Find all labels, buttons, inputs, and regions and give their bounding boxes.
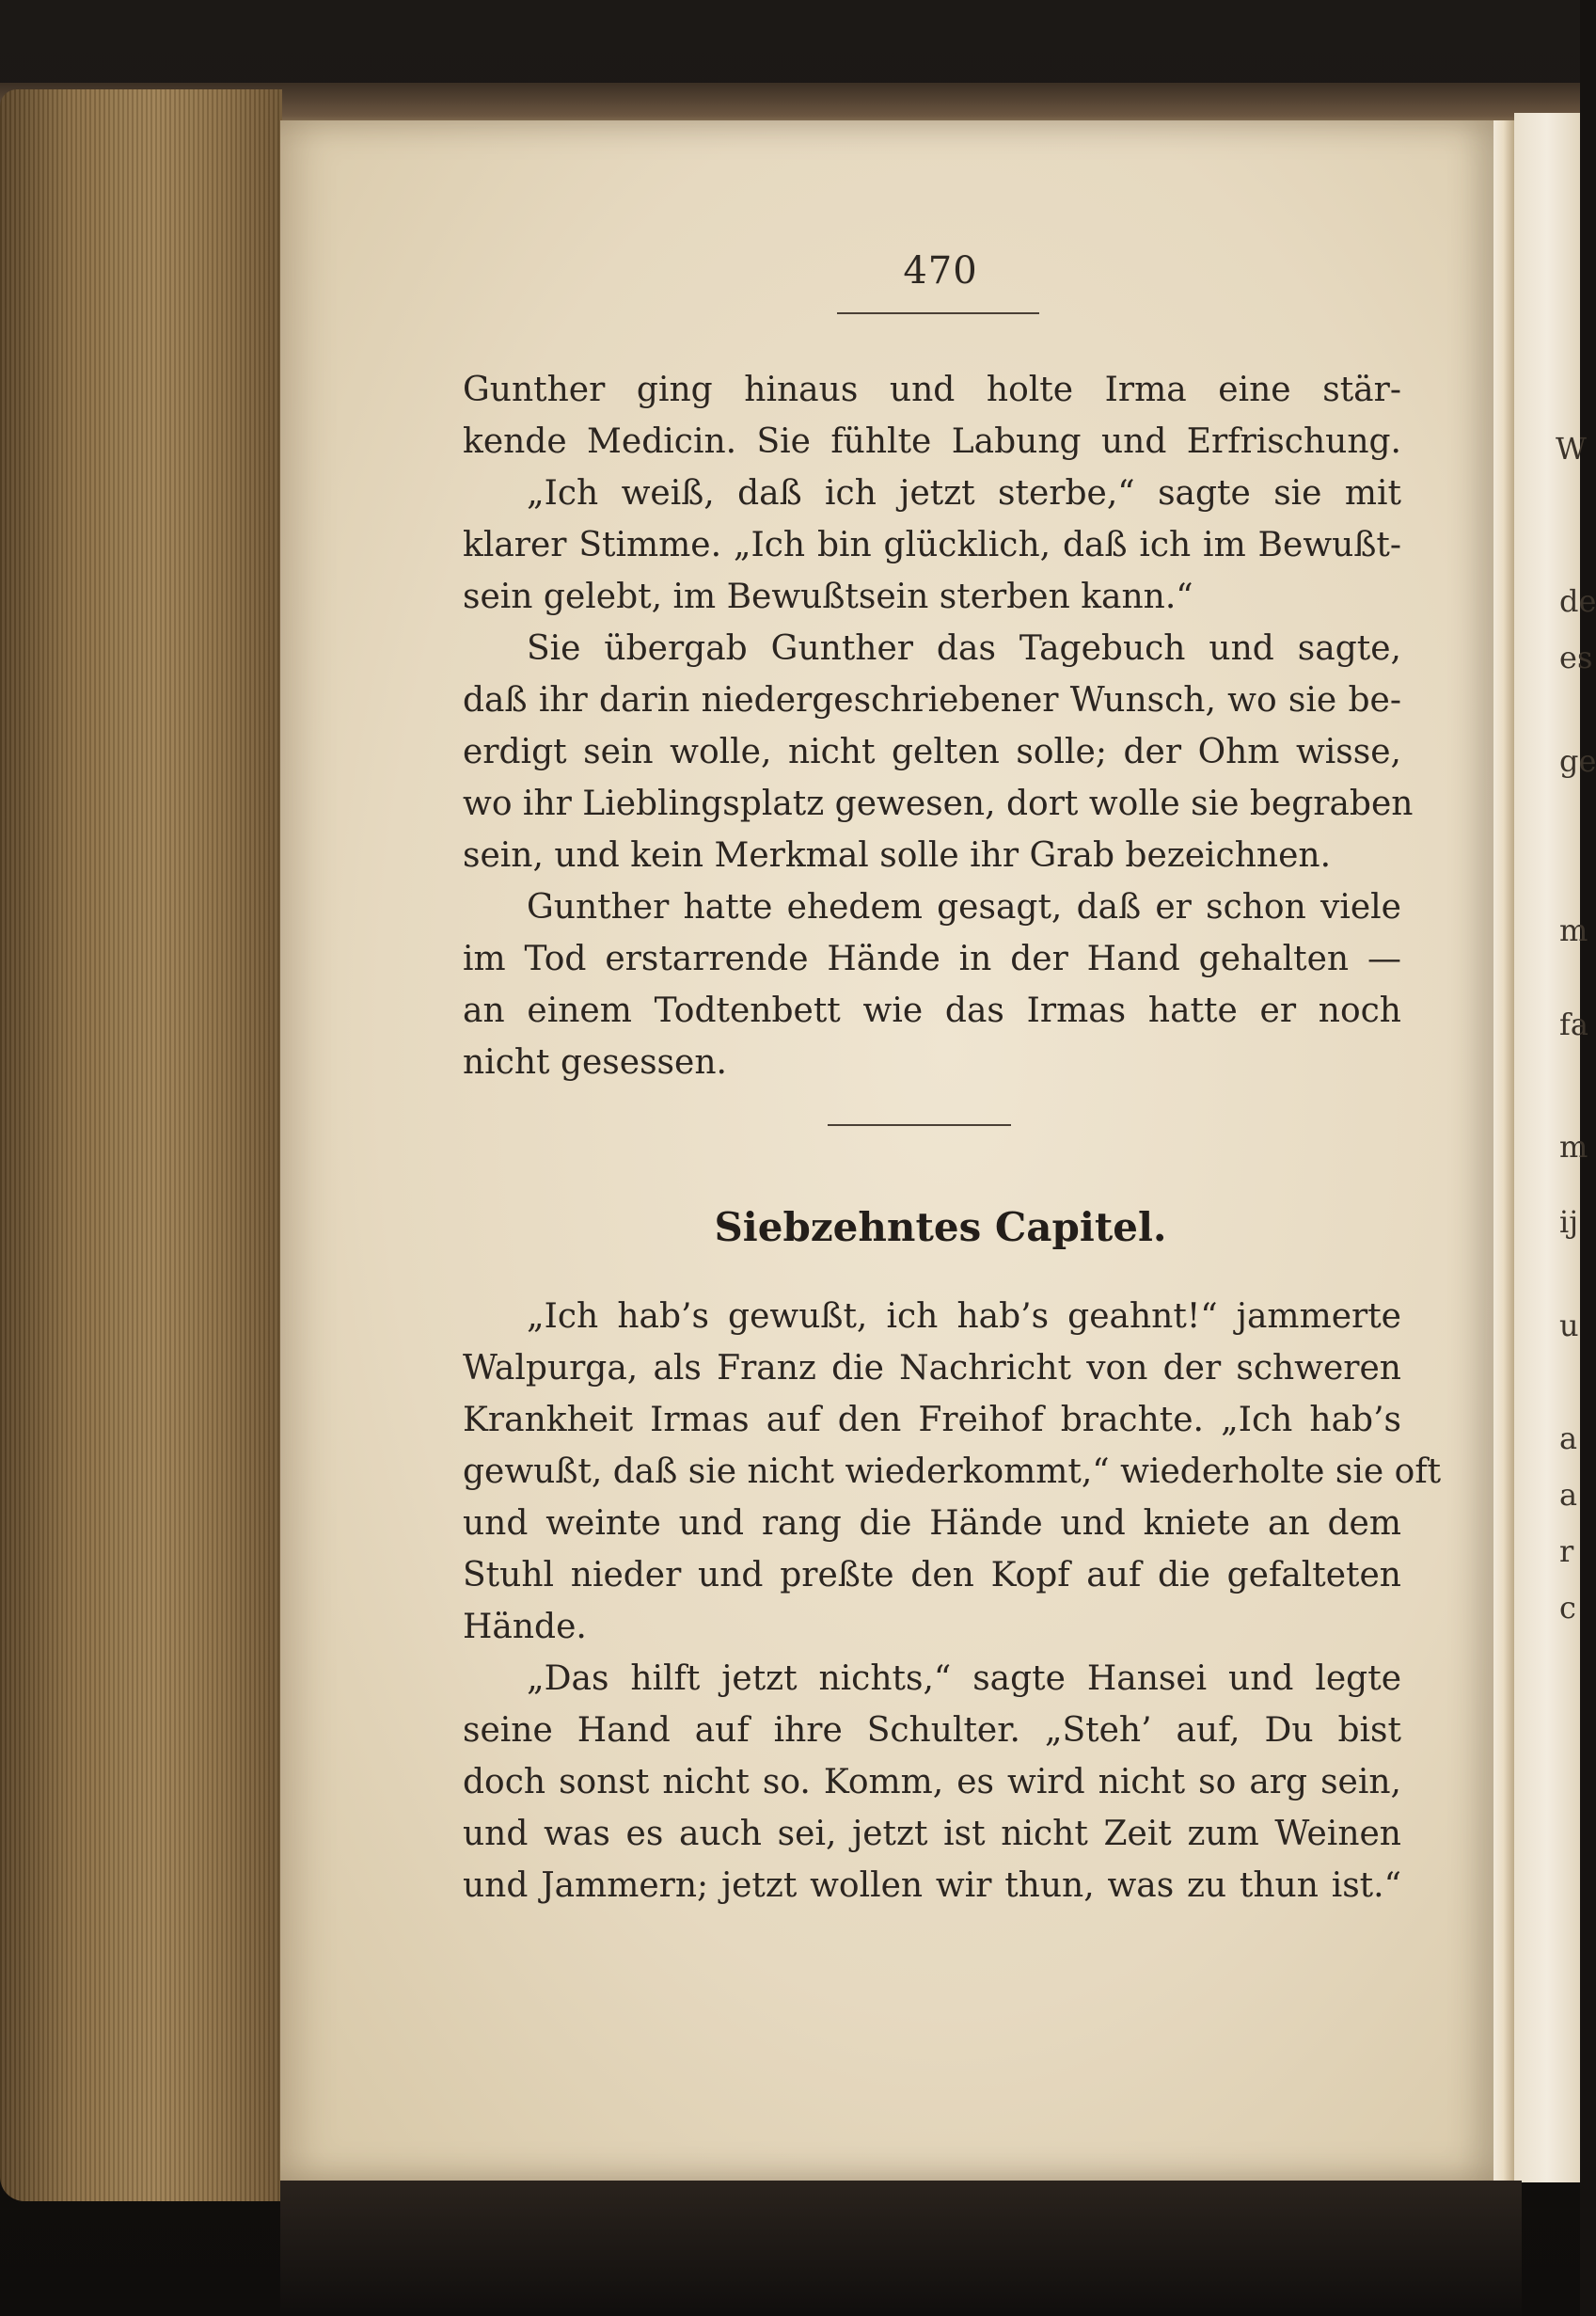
next-page-fragment: m: [1559, 912, 1588, 948]
page-block-edge: [0, 89, 282, 2201]
text-line: sein gelebt, im Bewußtsein sterben kann.“: [463, 578, 1193, 616]
text-line: wo ihr Lieblingsplatz gewesen, dort wolle sie begraben: [463, 785, 1414, 823]
next-page-fragment: de: [1559, 583, 1596, 619]
text-line: „Das hilft jetzt nichts,“ sagte Hansei und legte: [527, 1659, 1401, 1698]
text-line: klarer Stimme. „Ich bin glücklich, daß ich im Bewußt-: [463, 526, 1401, 564]
next-page-fragment: ij: [1559, 1204, 1579, 1240]
next-page-fragment: fa: [1559, 1007, 1588, 1042]
text-line: sein, und kein Merkmal solle ihr Grab bezeichnen.: [463, 836, 1332, 875]
text-line: gewußt, daß sie nicht wiederkommt,“ wiederholte sie oft: [463, 1452, 1442, 1491]
text-line: Stuhl nieder und preßte den Kopf auf die gefalteten: [463, 1556, 1401, 1594]
next-page-strip: [1514, 113, 1596, 2182]
text-line: daß ihr darin niedergeschriebener Wunsch, wo sie be-: [463, 681, 1401, 720]
text-line: Hände.: [463, 1608, 587, 1646]
bottom-shadow: [280, 2181, 1522, 2316]
text-line: seine Hand auf ihre Schulter. „Steh’ auf, Du bist: [463, 1711, 1401, 1750]
text-line: an einem Todtenbett wie das Irmas hatte er noch: [463, 991, 1401, 1030]
text-line: und was es auch sei, jetzt ist nicht Zeit zum Weinen: [463, 1815, 1401, 1853]
next-page-fragment: a: [1559, 1477, 1578, 1513]
text-line: Walpurga, als Franz die Nachricht von der schweren: [463, 1349, 1401, 1388]
next-page-fragment: es: [1559, 640, 1593, 675]
page-number: 470: [903, 249, 978, 293]
chapter-title: Siebzehntes Capitel.: [714, 1204, 1167, 1250]
text-line: und Jammern; jetzt wollen wir thun, was zu thun ist.“: [463, 1866, 1401, 1905]
next-page-fragment: W: [1556, 431, 1587, 467]
section-divider: [828, 1124, 1011, 1126]
text-line: „Ich weiß, daß ich jetzt sterbe,“ sagte sie mit: [527, 474, 1401, 513]
text-line: Gunther hatte ehedem gesagt, daß er schon viele: [527, 888, 1401, 927]
text-line: kende Medicin. Sie fühlte Labung und Erfrischung.: [463, 422, 1401, 461]
next-page-fragment: m: [1559, 1129, 1588, 1165]
text-line: im Tod erstarrende Hände in der Hand gehalten —: [463, 940, 1401, 978]
text-line: nicht gesessen.: [463, 1043, 727, 1082]
text-line: und weinte und rang die Hände und kniete an dem: [463, 1504, 1401, 1543]
header-rule: [837, 312, 1039, 314]
next-page-fragment: a: [1559, 1420, 1578, 1456]
text-line: „Ich hab’s gewußt, ich hab’s geahnt!“ jammerte: [527, 1297, 1401, 1336]
next-page-fragment: c: [1559, 1590, 1576, 1626]
text-line: Krankheit Irmas auf den Freihof brachte. „Ich hab’s: [463, 1401, 1401, 1439]
text-line: Gunther ging hinaus und holte Irma eine stär-: [463, 371, 1401, 409]
text-line: erdigt sein wolle, nicht gelten solle; der Ohm wisse,: [463, 733, 1401, 771]
text-line: doch sonst nicht so. Komm, es wird nicht so arg sein,: [463, 1763, 1401, 1801]
next-page-fragment: r: [1559, 1533, 1574, 1569]
next-page-fragment: ge: [1559, 743, 1596, 779]
text-line: Sie übergab Gunther das Tagebuch und sagte,: [527, 629, 1401, 668]
next-page-fragment: u: [1559, 1308, 1579, 1343]
